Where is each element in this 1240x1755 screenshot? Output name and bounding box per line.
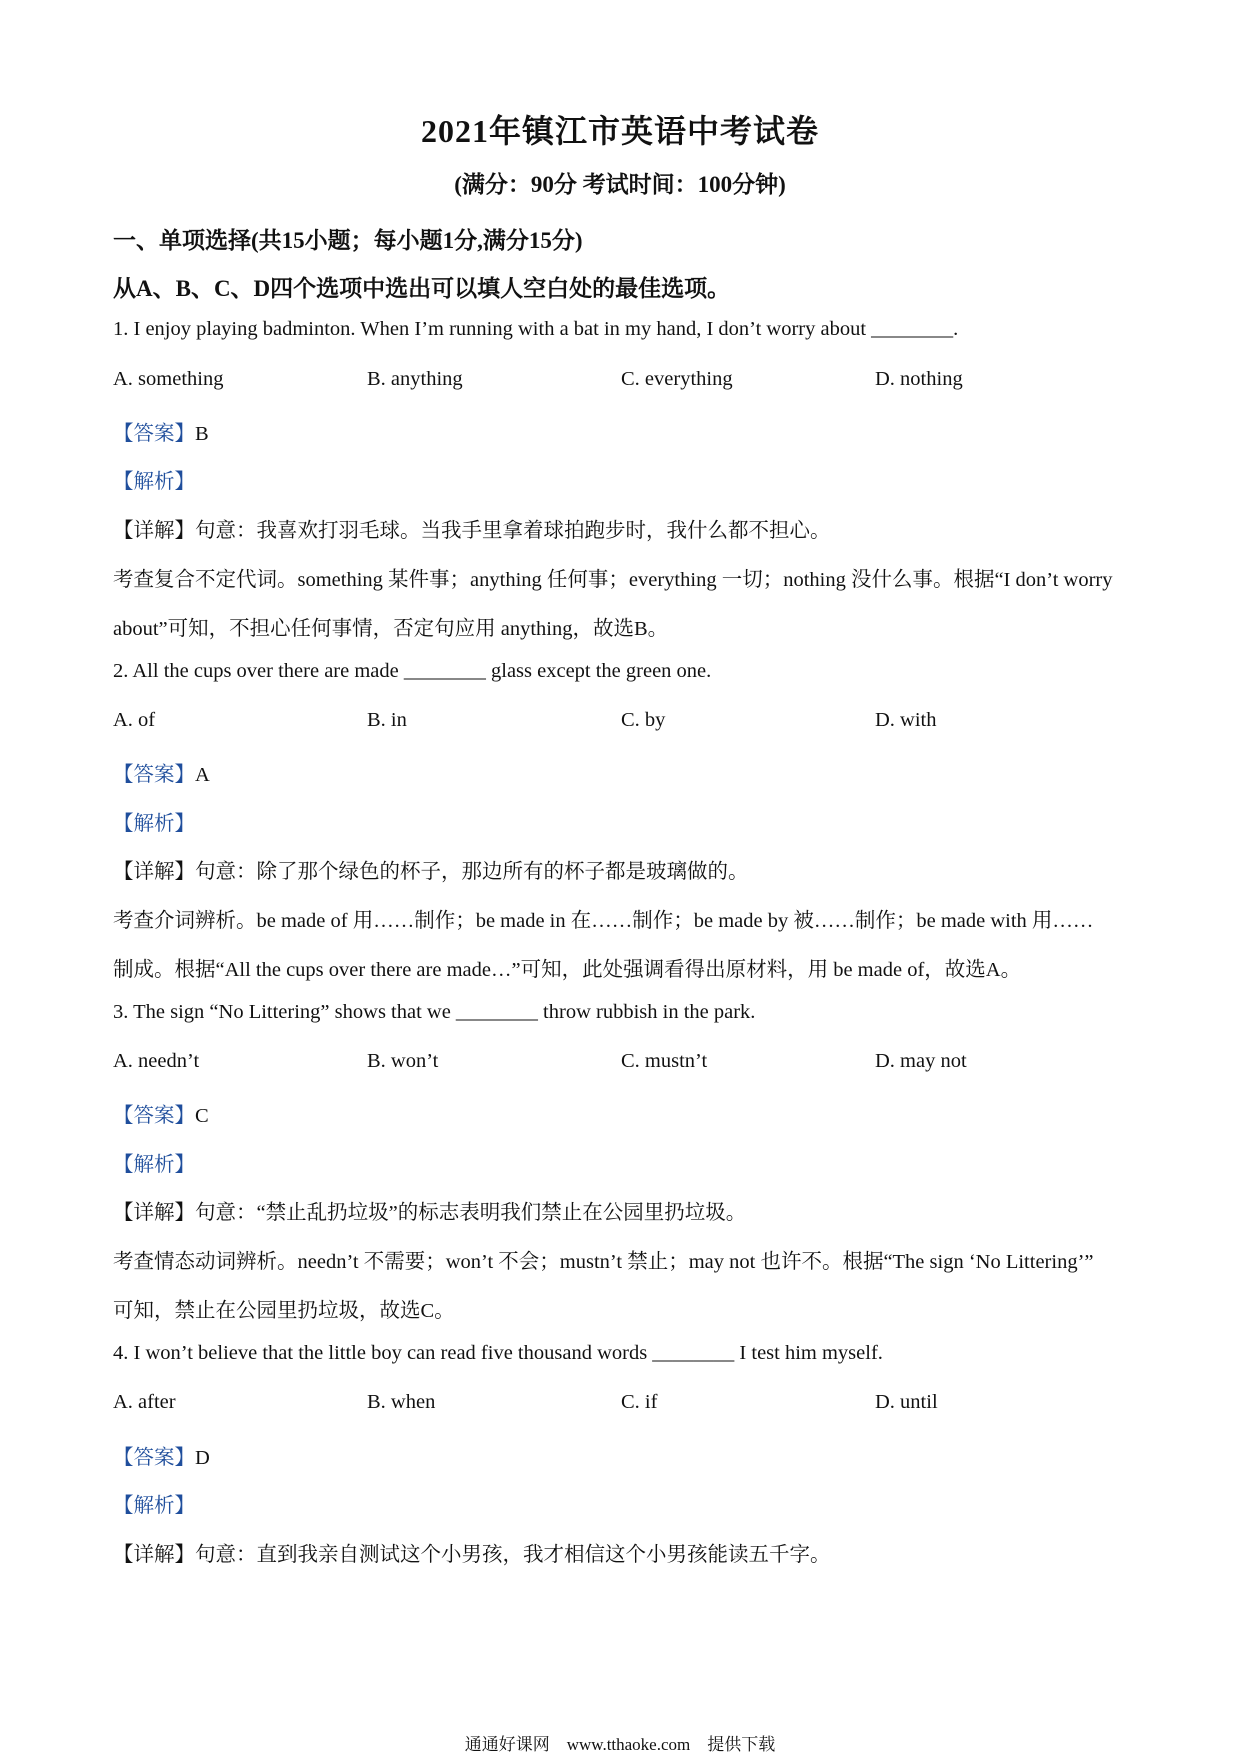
option-b: B. in xyxy=(367,709,407,731)
detail-label: 【详解】 xyxy=(113,520,195,542)
option-a: A. needn’t xyxy=(113,1050,200,1072)
analysis-label: 【解析】 xyxy=(113,813,195,835)
detail-label: 【详解】 xyxy=(113,1202,195,1224)
explanation-line: 考查介词辨析。be made of 用……制作；be made in 在……制作；be made by 被……制作；be made with 用…… xyxy=(113,910,1094,932)
section-instruction: 从A、B、C、D四个选项中选出可以填人空白处的最佳选项。 xyxy=(113,276,731,301)
detail-line xyxy=(113,1537,1133,1567)
option-a: A. something xyxy=(113,368,224,390)
answer-label: 【答案】 xyxy=(113,1447,195,1469)
explanation-line: 可知，禁止在公园里扔垃圾，故选C。 xyxy=(113,1300,455,1322)
answer-value: B xyxy=(195,423,209,445)
answer-label: 【答案】 xyxy=(113,1105,195,1127)
question-stem: 1. I enjoy playing badminton. When I’m running with a bat in my hand, I don’t worry about ________. xyxy=(113,318,959,340)
answer-value: D xyxy=(195,1447,210,1469)
explanation-line: 制成。根据“All the cups over there are made…”可知，此处强调看得出原材料，用 be made of，故选A。 xyxy=(113,959,1022,981)
analysis-label: 【解析】 xyxy=(113,1495,195,1517)
option-c: C. mustn’t xyxy=(621,1050,708,1072)
detail-text: 句意：“禁止乱扔垃圾”的标志表明我们禁止在公园里扔垃圾。 xyxy=(195,1202,747,1224)
detail-text: 句意：除了那个绿色的杯子，那边所有的杯子都是玻璃做的。 xyxy=(195,861,749,883)
answer-label: 【答案】 xyxy=(113,764,195,786)
option-b: B. when xyxy=(367,1391,436,1413)
option-c: C. by xyxy=(621,709,666,731)
page-title: 2021年镇江市英语中考试卷 xyxy=(420,113,819,149)
detail-text: 句意：我喜欢打羽毛球。当我手里拿着球拍跑步时，我什么都不担心。 xyxy=(195,520,831,542)
option-d: D. may not xyxy=(875,1050,967,1072)
explanation-line: about”可知，不担心任何事情，否定句应用 anything，故选B。 xyxy=(113,618,669,640)
option-d: D. with xyxy=(875,709,937,731)
explanation-line: 考查复合不定代词。something 某件事；anything 任何事；everything 一切；nothing 没什么事。根据“I don’t worry xyxy=(113,569,1113,591)
detail-line xyxy=(113,1195,1133,1225)
explanation-line: 考查情态动词辨析。needn’t 不需要；won’t 不会；mustn’t 禁止；may not 也许不。根据“The sign ‘No Littering’” xyxy=(113,1251,1094,1273)
analysis-label: 【解析】 xyxy=(113,1154,195,1176)
analysis-line xyxy=(113,1488,1133,1518)
answer-line xyxy=(113,1440,1133,1470)
footer-watermark: 通通好课网 www.tthaoke.com 提供下载 xyxy=(464,1735,776,1754)
detail-line xyxy=(113,854,1133,884)
page-subtitle: (满分：90分 考试时间：100分钟) xyxy=(454,172,786,197)
option-b: B. anything xyxy=(367,368,463,390)
answer-line xyxy=(113,1098,1133,1128)
answer-value: C xyxy=(195,1105,209,1127)
answer-line xyxy=(113,757,1133,787)
section-heading: 一、单项选择(共15小题；每小题1分,满分15分) xyxy=(113,228,583,253)
option-b: B. won’t xyxy=(367,1050,439,1072)
detail-label: 【详解】 xyxy=(113,1544,195,1566)
analysis-line xyxy=(113,806,1133,836)
option-c: C. everything xyxy=(621,368,733,390)
analysis-line xyxy=(113,464,1133,494)
question-stem: 4. I won’t believe that the little boy can read five thousand words ________ I test him myself. xyxy=(113,1342,883,1364)
analysis-line xyxy=(113,1147,1133,1177)
detail-text: 句意：直到我亲自测试这个小男孩，我才相信这个小男孩能读五千字。 xyxy=(195,1544,831,1566)
question-stem: 2. All the cups over there are made ________ glass except the green one. xyxy=(113,660,712,682)
option-a: A. of xyxy=(113,709,156,731)
detail-line xyxy=(113,513,1133,543)
answer-line xyxy=(113,416,1133,446)
detail-label: 【详解】 xyxy=(113,861,195,883)
answer-label: 【答案】 xyxy=(113,423,195,445)
analysis-label: 【解析】 xyxy=(113,471,195,493)
option-c: C. if xyxy=(621,1391,658,1413)
option-a: A. after xyxy=(113,1391,176,1413)
option-d: D. until xyxy=(875,1391,938,1413)
answer-value: A xyxy=(195,764,210,786)
question-stem: 3. The sign “No Littering” shows that we ________ throw rubbish in the park. xyxy=(113,1001,756,1023)
option-d: D. nothing xyxy=(875,368,963,390)
